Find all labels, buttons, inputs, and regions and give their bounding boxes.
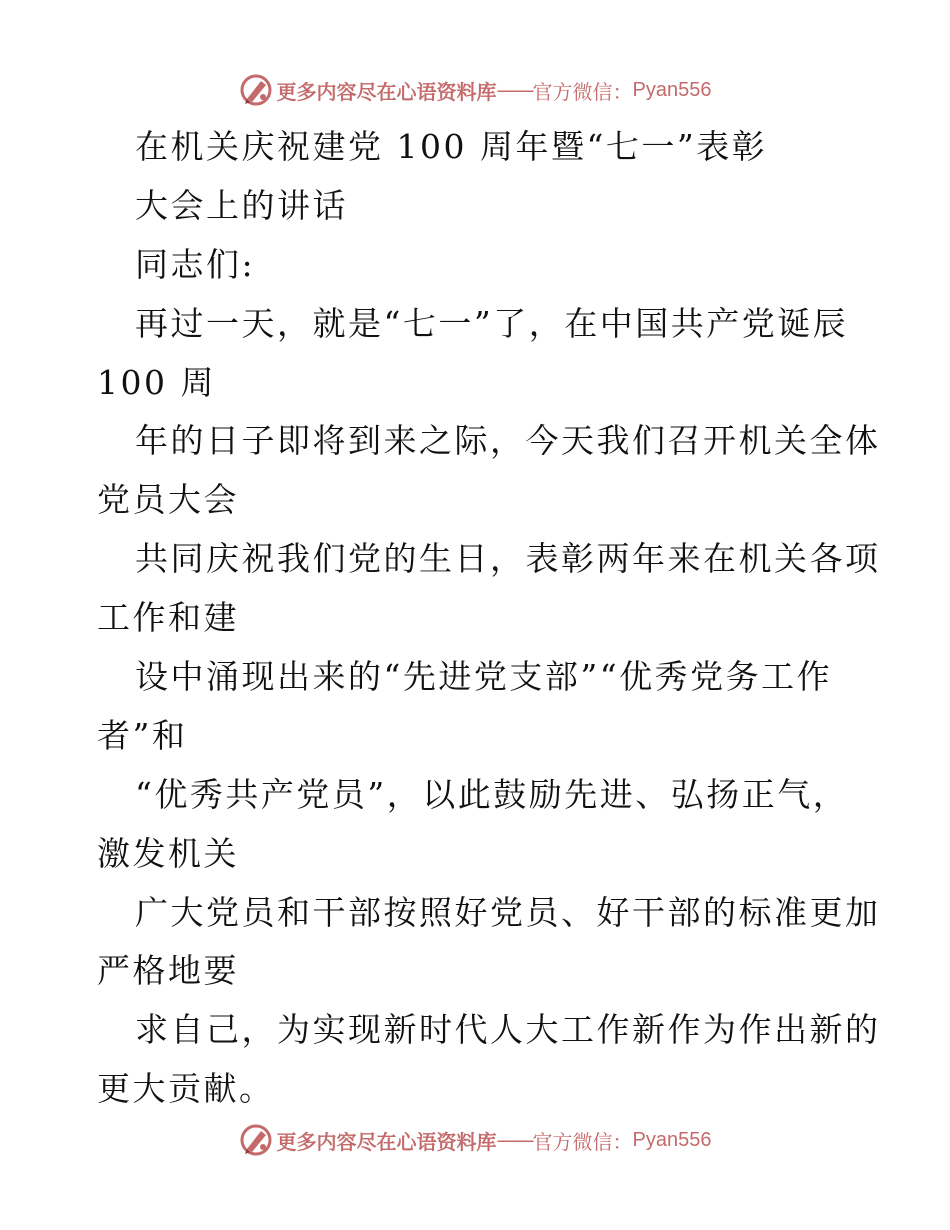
pen-logo-icon <box>239 73 273 107</box>
text-line: “优秀共产党员”，以此鼓励先进、弘扬正气， <box>135 774 849 814</box>
watermark-wechat-label: 官方微信： <box>532 1129 633 1154</box>
footer-watermark <box>0 1120 950 1160</box>
text-line: 党员大会 <box>97 480 239 520</box>
text-line: 设中涌现出来的“先进党支部”“优秀党务工作 <box>135 657 833 697</box>
text-line: 更大贡献。 <box>97 1069 275 1109</box>
text-line: 再过一天，就是“七一”了，在中国共产党诞辰 <box>135 303 849 343</box>
watermark-dash: —— <box>496 1128 533 1152</box>
watermark-wechat-label: 官方微信： <box>532 79 633 104</box>
salutation: 同志们: <box>135 244 256 284</box>
text-line: 严格地要 <box>97 951 239 991</box>
text-line: 共同庆祝我们党的生日，表彰两年来在机关各项 <box>135 539 881 579</box>
header-watermark <box>0 70 950 110</box>
text-line: 工作和建 <box>97 598 239 638</box>
watermark-wechat-id: Pyan556 <box>632 78 712 101</box>
document-title-line-2: 大会上的讲话 <box>135 185 348 225</box>
watermark-main-text: 更多内容尽在心语资料库 <box>276 79 497 104</box>
text-line: 广大党员和干部按照好党员、好干部的标准更加 <box>135 892 881 932</box>
text-line: 年的日子即将到来之际，今天我们召开机关全体 <box>135 421 881 461</box>
text-line: 100 周 <box>97 362 216 402</box>
paragraph <box>97 295 881 1119</box>
watermark-dash: —— <box>496 78 533 102</box>
document-title-line-1: 在机关庆祝建党 100 周年暨“七一”表彰 <box>135 127 768 166</box>
watermark-main-text: 更多内容尽在心语资料库 <box>276 1129 497 1154</box>
text-line: 激发机关 <box>97 833 239 873</box>
text-line: 求自己，为实现新时代人大工作新作为作出新的 <box>135 1010 881 1050</box>
watermark-wechat-id: Pyan556 <box>632 1128 712 1151</box>
document-body <box>97 118 881 1119</box>
pen-logo-icon <box>239 1123 273 1157</box>
text-line: 者”和 <box>97 715 188 755</box>
